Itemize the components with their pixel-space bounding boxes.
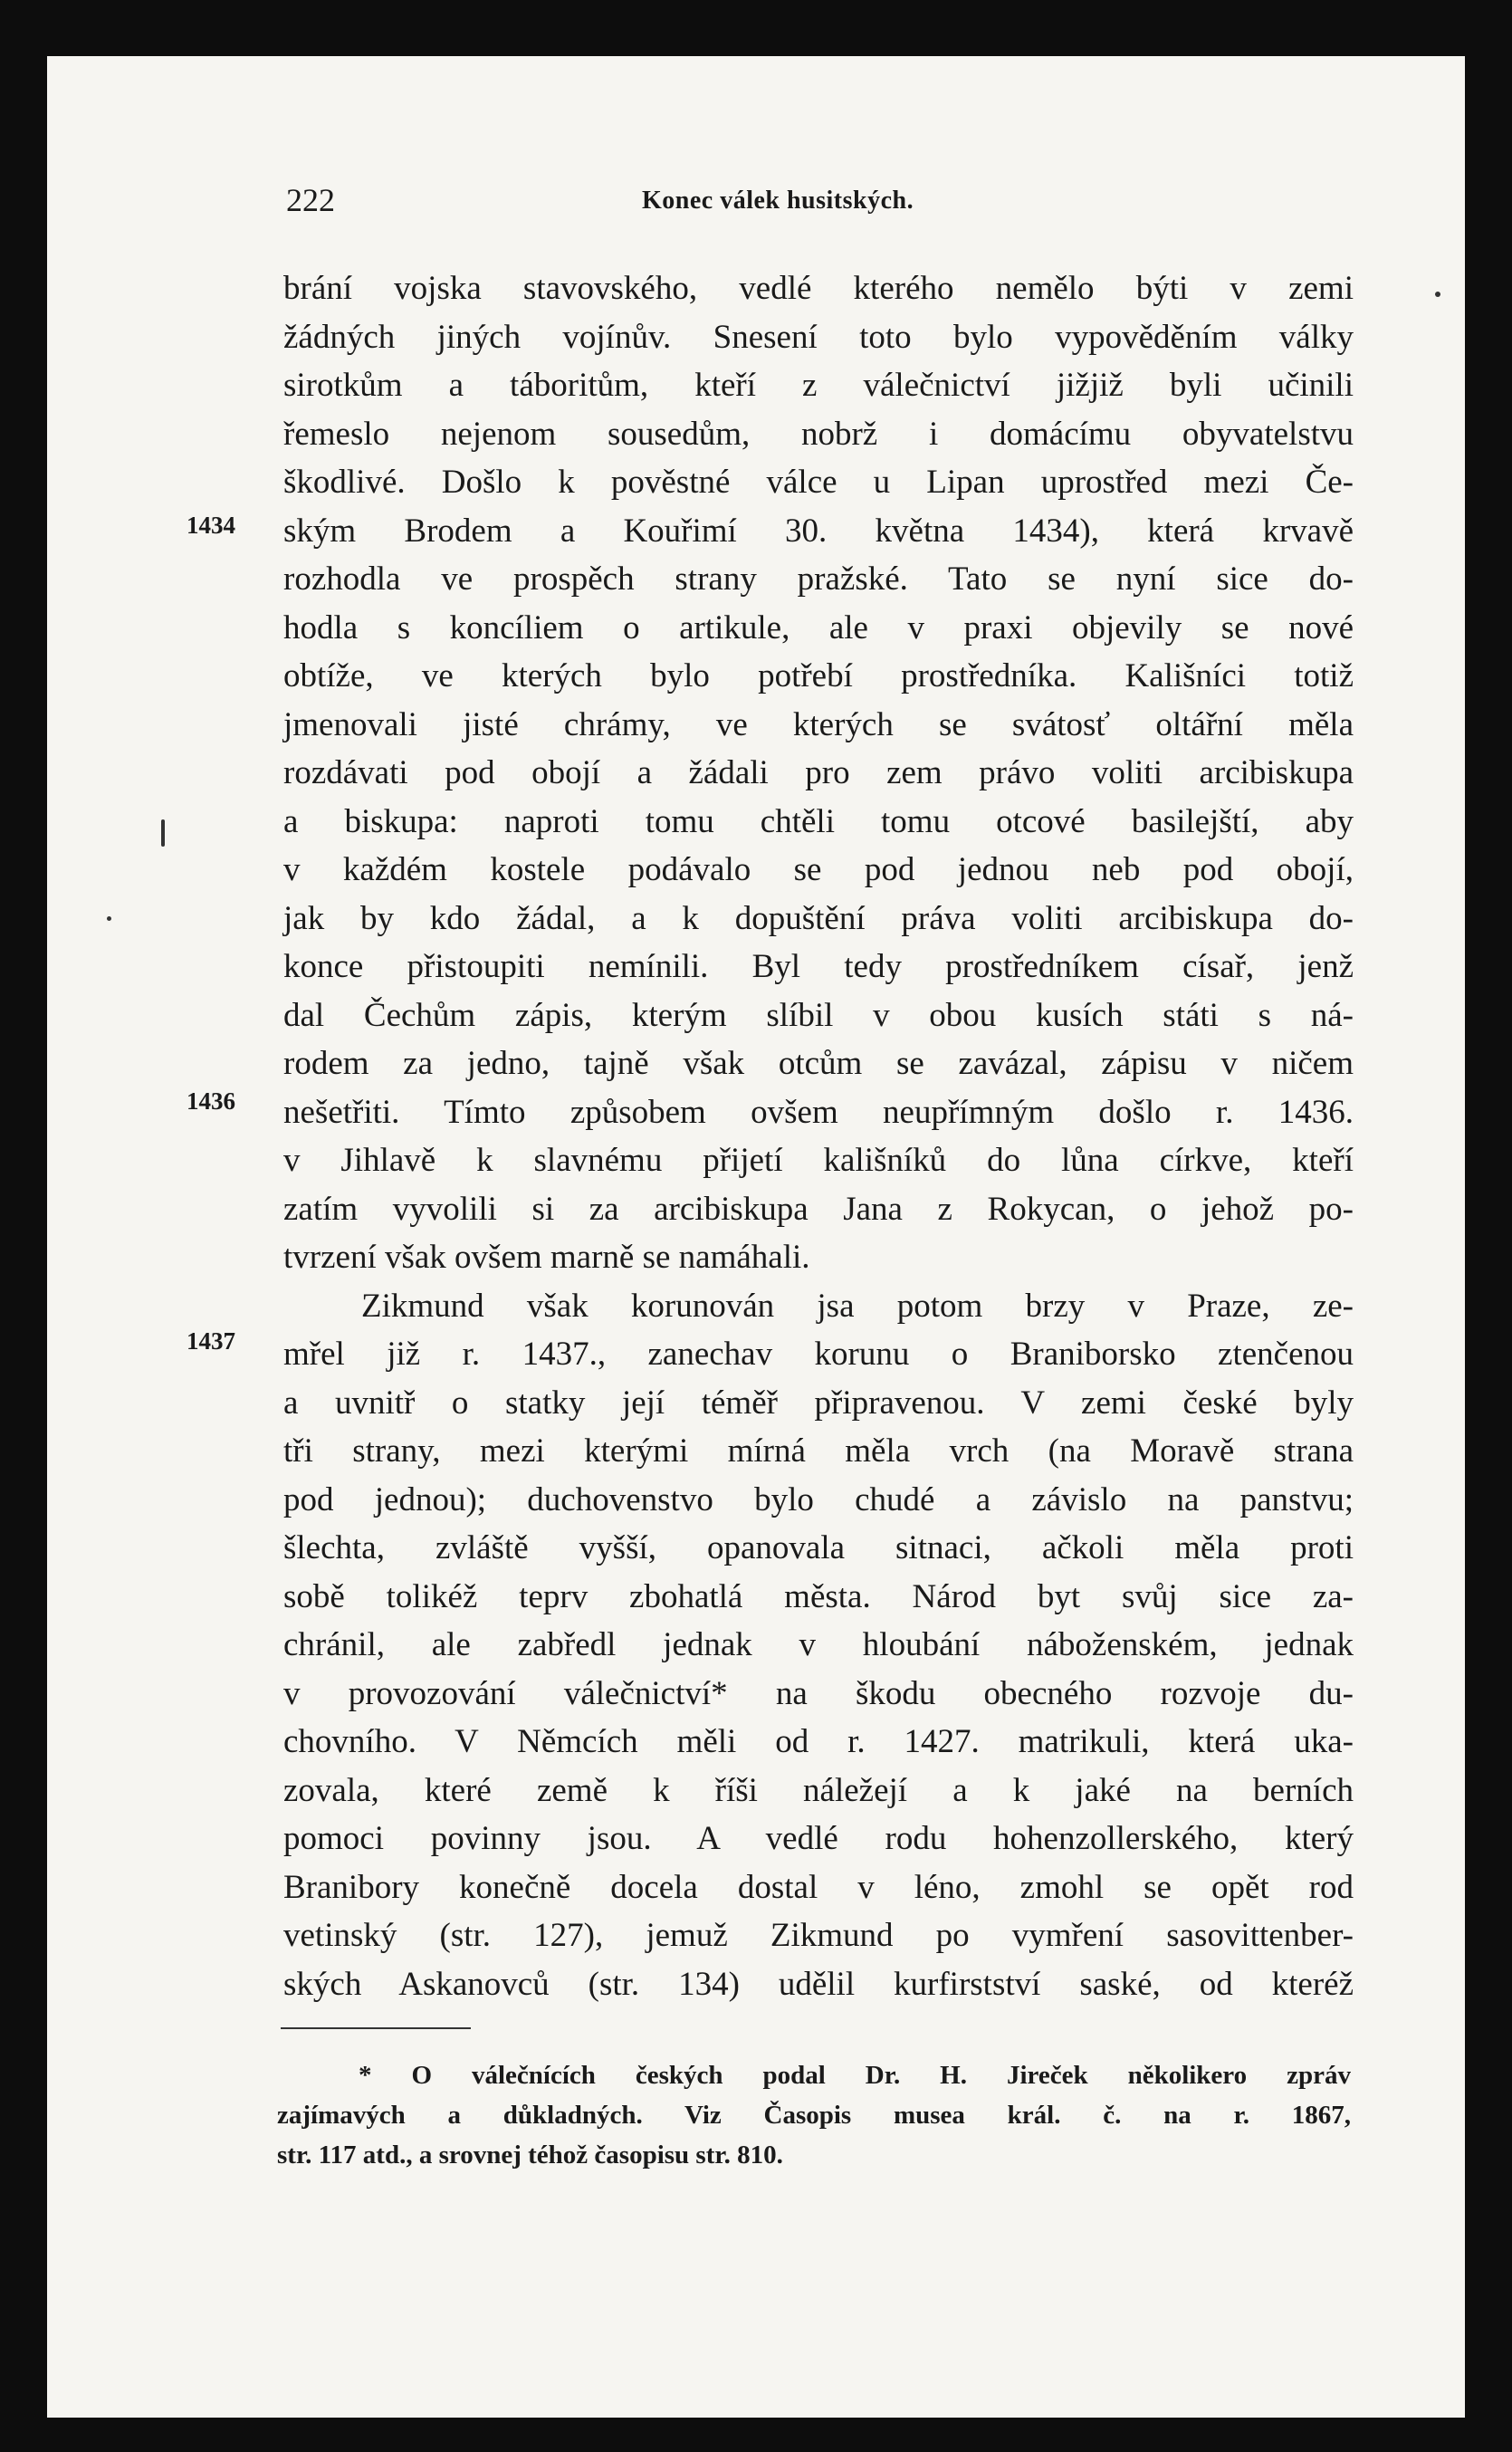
page-header bbox=[286, 181, 1010, 235]
running-head: Konec válek husitských. bbox=[642, 187, 914, 215]
footnote-line: str. 117 atd., a srovnej téhož časopisu str. 810. bbox=[277, 2141, 783, 2169]
text-line: Branibory konečně docela dostal v léno, zmohl se opět rod bbox=[283, 1868, 1354, 1906]
text-line: jmenovali jisté chrámy, ve kterých se svátosť oltářní měla bbox=[283, 705, 1354, 743]
footnote bbox=[277, 2055, 1351, 2175]
text-line: pomoci povinny jsou. A vedlé rodu hohenzollerského, který bbox=[283, 1820, 1354, 1857]
text-line: chovního. V Němcích měli od r. 1427. matrikuli, která uka- bbox=[283, 1723, 1354, 1760]
text-line: rozdávati pod obojí a žádali pro zem právo voliti arcibiskupa bbox=[283, 754, 1354, 791]
margin-year-1436: 1436 bbox=[187, 1087, 235, 1115]
text-line: škodlivé. Došlo k pověstné válce u Lipan uprostřed mezi Če- bbox=[283, 464, 1354, 501]
footnote-line: * O válečnících českých podal Dr. H. Jireček několikero zpráv bbox=[359, 2061, 1351, 2090]
text-line: rozhodla ve prospěch strany pražské. Tato se nyní sice do- bbox=[283, 560, 1354, 598]
text-line: sirotkům a táboritům, kteří z válečnictví jižjiž byli učinili bbox=[283, 367, 1354, 404]
text-line: a biskupa: naproti tomu chtěli tomu otcové basilejští, aby bbox=[283, 802, 1354, 840]
text-line: konce přistoupiti nemínili. Byl tedy prostředníkem císař, jenž bbox=[283, 948, 1354, 985]
page-number: 222 bbox=[286, 182, 335, 218]
text-line: šlechta, zvláště vyšší, opanovala sitnaci, ačkoli měla proti bbox=[283, 1529, 1354, 1566]
text-line: ských Askanovců (str. 134) udělil kurfirstství saské, od kteréž bbox=[283, 1965, 1354, 2003]
text-line: ským Brodem a Kouřimí 30. května 1434), která krvavě bbox=[283, 512, 1354, 550]
margin-year-1437: 1437 bbox=[187, 1327, 235, 1355]
text-line: obtíže, ve kterých bylo potřebí prostředníka. Kališníci totiž bbox=[283, 657, 1354, 694]
text-line: a uvnitř o statky její téměř připravenou. V zemi české byly bbox=[283, 1384, 1354, 1422]
scan-speck bbox=[1435, 292, 1440, 297]
text-line: vetinský (str. 127), jemuž Zikmund po vymření sasovittenber- bbox=[283, 1917, 1354, 1954]
text-line: sobě tolikéž teprv zbohatlá města. Národ byt svůj sice za- bbox=[283, 1577, 1354, 1615]
text-line: zatím vyvolili si za arcibiskupa Jana z Rokycan, o jehož po- bbox=[283, 1190, 1354, 1228]
margin-year-1434: 1434 bbox=[187, 512, 235, 539]
text-line: v provozování válečnictví* na škodu obecného rozvoje du- bbox=[283, 1674, 1354, 1712]
text-line: hodla s koncíliem o artikule, ale v praxi objevily se nové bbox=[283, 608, 1354, 647]
text-line: pod jednou); duchovenstvo bylo chudé a závislo na panstvu; bbox=[283, 1480, 1354, 1518]
footnote-divider bbox=[281, 2027, 471, 2029]
body-text bbox=[283, 264, 1354, 2008]
scan-mark bbox=[161, 819, 165, 847]
text-line: jak by kdo žádal, a k dopuštění práva voliti arcibiskupa do- bbox=[283, 899, 1354, 937]
text-line: brání vojska stavovského, vedlé kterého nemělo býti v zemi bbox=[283, 270, 1354, 307]
text-line: rodem za jedno, tajně však otcům se zavázal, zápisu v ničem bbox=[283, 1045, 1354, 1082]
text-line: mřel již r. 1437., zanechav korunu o Braniborsko ztenčenou bbox=[283, 1336, 1354, 1373]
text-line: řemeslo nejenom sousedům, nobrž i domácímu obyvatelstvu bbox=[283, 415, 1354, 453]
text-line: dal Čechům zápis, kterým slíbil v obou kusích státi s ná- bbox=[283, 996, 1354, 1034]
text-line: chránil, ale zabředl jednak v hloubání náboženském, jednak bbox=[283, 1626, 1354, 1663]
text-line: tvrzení však ovšem marně se namáhali. bbox=[283, 1239, 810, 1276]
footnote-line: zajímavých a důkladných. Viz Časopis musea král. č. na r. 1867, bbox=[277, 2101, 1351, 2130]
text-line: žádných jiných vojínův. Snesení toto bylo vypověděním války bbox=[283, 318, 1354, 356]
scan-speck bbox=[107, 916, 111, 921]
text-line: v každém kostele podávalo se pod jednou neb pod obojí, bbox=[283, 851, 1354, 888]
text-line: Zikmund však korunován jsa potom brzy v Praze, ze- bbox=[361, 1287, 1354, 1325]
text-line: zovala, které země k říši náležejí a k jaké na berních bbox=[283, 1771, 1354, 1809]
text-line: tři strany, mezi kterými mírná měla vrch (na Moravě strana bbox=[283, 1432, 1354, 1470]
text-line: v Jihlavě k slavnému přijetí kališníků do lůna církve, kteří bbox=[283, 1142, 1354, 1179]
text-line: nešetřiti. Tímto způsobem ovšem neupřímným došlo r. 1436. bbox=[283, 1093, 1354, 1131]
